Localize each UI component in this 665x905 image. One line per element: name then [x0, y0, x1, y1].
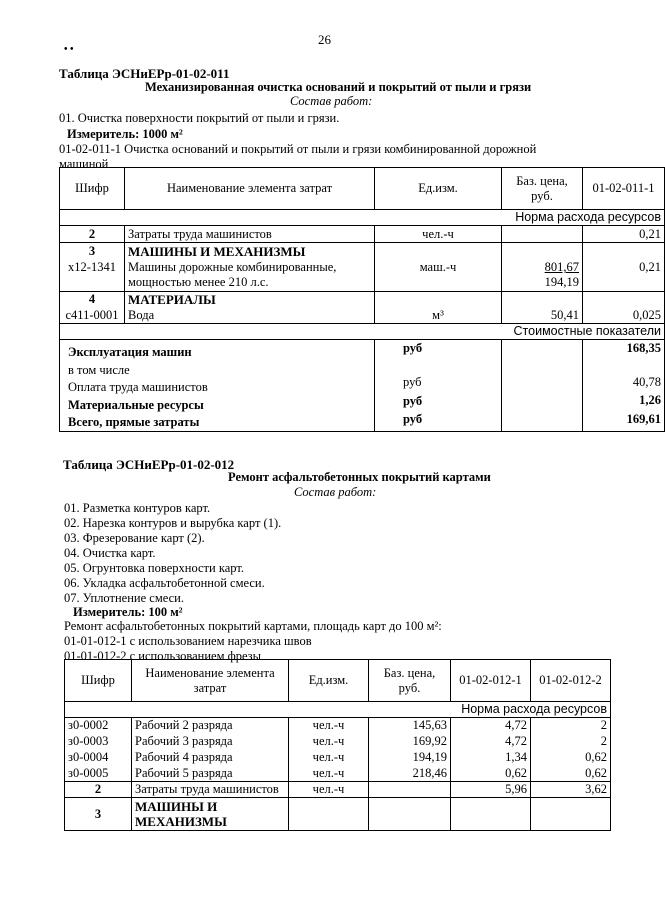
t1-cost-wages-unit: руб	[403, 374, 422, 389]
t1-work-label: Состав работ:	[290, 94, 373, 108]
t1-head-name: Наименование элемента затрат	[125, 168, 375, 210]
t1-r3a-name	[125, 260, 375, 292]
t2-desc-1: Ремонт асфальтобетонных покрытий картами, площадь карт до 100 м²:	[64, 619, 442, 633]
t2-r3-price	[369, 798, 451, 831]
t1-cost-materials: Материальные ресурсы	[68, 397, 204, 412]
t2-w1-name: Рабочий 2 разряда	[132, 718, 289, 734]
t2-desc-3: 01-01-012-2 с использованием фрезы	[64, 649, 261, 663]
t2-work-6: 06. Укладка асфальтобетонной смеси.	[64, 576, 265, 590]
t1-r3a-name-2: мощностью менее 210 л.с.	[128, 275, 269, 290]
t1-work-item: 01. Очистка поверхности покрытий от пыли и грязи.	[59, 111, 340, 125]
t2-head-col2: 01-02-012-2	[531, 660, 611, 702]
t2-work-7: 07. Уплотнение смеси.	[64, 591, 184, 605]
t2-meter: Измеритель: 100 м²	[73, 605, 183, 619]
t1-cost-materials-value: 1,26	[639, 392, 661, 407]
t2-r2-v2: 3,62	[531, 782, 611, 798]
t1-r4a-value: 0,025	[583, 308, 665, 324]
t2-r2-code: 2	[65, 782, 132, 798]
t2-w1-v1: 4,72	[451, 718, 531, 734]
t2-title: Ремонт асфальтобетонных покрытий картами	[228, 470, 491, 484]
t1-r2-code: 2	[60, 226, 125, 243]
t2-work-5: 05. Огрунтовка поверхности карт.	[64, 561, 244, 575]
t1-cost-names	[60, 339, 375, 431]
t1-table	[59, 167, 665, 432]
t2-w2-v2: 2	[531, 734, 611, 750]
t1-meter: Измеритель: 1000 м²	[67, 127, 183, 141]
t1-r4a-code: с411-0001	[60, 308, 125, 324]
t2-w1-price: 145,63	[369, 718, 451, 734]
t1-head-code: Шифр	[60, 168, 125, 210]
t2-head-code: Шифр	[65, 660, 132, 702]
t2-w1-unit: чел.-ч	[289, 718, 369, 734]
t2-work-label: Состав работ:	[294, 485, 377, 499]
t1-cost-wages: Оплата труда машинистов	[68, 379, 208, 394]
t1-desc-line1: 01-02-011-1 Очистка оснований и покрытий от пыли и грязи комбинированной дорожной	[59, 142, 537, 156]
t2-r3-name	[132, 798, 289, 831]
t2-heading: Таблица ЭСНиЕРр-01-02-012	[63, 457, 235, 472]
t1-cost-operation-value: 168,35	[626, 340, 661, 355]
t1-cost-wages-value: 40,78	[632, 374, 661, 389]
t2-w4-v1: 0,62	[451, 766, 531, 782]
t2-work-3: 03. Фрезерование карт (2).	[64, 531, 205, 545]
t2-r2-v1: 5,96	[451, 782, 531, 798]
t2-norm-label: Норма расхода ресурсов	[65, 702, 611, 718]
t2-r3-name-2: МЕХАНИЗМЫ	[135, 814, 227, 829]
t1-r4-unit	[375, 292, 502, 308]
t1-cost-units	[375, 339, 502, 431]
t1-r4a-name: Вода	[125, 308, 375, 324]
t2-w3-unit: чел.-ч	[289, 750, 369, 766]
t1-cost-operation: Эксплуатация машин	[68, 344, 192, 359]
page-number: 26	[318, 32, 331, 47]
t1-r3-price	[502, 243, 583, 260]
t1-head-col: 01-02-011-1	[583, 168, 665, 210]
t2-w3-price: 194,19	[369, 750, 451, 766]
t2-head-name-2: затрат	[193, 680, 227, 695]
t2-w4-unit: чел.-ч	[289, 766, 369, 782]
t1-r3-value	[583, 243, 665, 260]
t2-head-col1: 01-02-012-1	[451, 660, 531, 702]
t1-cost-total: Всего, прямые затраты	[68, 414, 200, 429]
t1-head-price-1: Баз. цена,	[516, 173, 568, 188]
t2-head-price-1: Баз. цена,	[383, 665, 436, 680]
t2-head-price	[369, 660, 451, 702]
t1-cost-including: в том числе	[68, 362, 130, 377]
t1-norm-label: Норма расхода ресурсов	[60, 210, 665, 226]
t1-r2-name: Затраты труда машинистов	[125, 226, 375, 243]
t1-heading: Таблица ЭСНиЕРр-01-02-011	[59, 66, 230, 81]
t2-r2-name: Затраты труда машинистов	[132, 782, 289, 798]
t1-r4-price	[502, 292, 583, 308]
t2-w3-v1: 1,34	[451, 750, 531, 766]
t2-w3-name: Рабочий 4 разряда	[132, 750, 289, 766]
t1-cost-values	[583, 339, 665, 431]
t2-w2-unit: чел.-ч	[289, 734, 369, 750]
t1-r4-value	[583, 292, 665, 308]
t1-cost-materials-unit: руб	[403, 393, 423, 408]
t2-w4-name: Рабочий 5 разряда	[132, 766, 289, 782]
t2-w1-v2: 2	[531, 718, 611, 734]
t2-work-1: 01. Разметка контуров карт.	[64, 501, 211, 515]
t2-w2-code: з0-0003	[65, 734, 132, 750]
t1-cost-price	[502, 339, 583, 431]
t1-r3a-name-1: Машины дорожные комбинированные,	[128, 260, 337, 275]
t2-head-name	[132, 660, 289, 702]
t1-r4a-price: 50,41	[502, 308, 583, 324]
t1-r3-unit	[375, 243, 502, 260]
t1-cost-operation-unit: руб	[403, 340, 423, 355]
dot-marks: • •	[64, 44, 74, 55]
t2-w3-code: з0-0004	[65, 750, 132, 766]
t2-w3-v2: 0,62	[531, 750, 611, 766]
t1-r3a-value: 0,21	[583, 260, 665, 292]
t2-desc-2: 01-01-012-1 с использованием нарезчика швов	[64, 634, 312, 648]
t2-r3-v1	[451, 798, 531, 831]
t2-table	[64, 659, 611, 831]
t2-r2-price	[369, 782, 451, 798]
t2-w2-price: 169,92	[369, 734, 451, 750]
t1-r3a-code: х12-1341	[60, 260, 125, 292]
t1-desc-line2: машиной	[59, 157, 109, 171]
t1-title: Механизированная очистка оснований и покрытий от пыли и грязи	[145, 80, 532, 94]
t2-work-2: 02. Нарезка контуров и вырубка карт (1).	[64, 516, 282, 530]
t2-r3-unit	[289, 798, 369, 831]
t2-r2-unit: чел.-ч	[289, 782, 369, 798]
t1-r3a-price-1: 801,67	[544, 260, 579, 275]
t2-w1-code: з0-0002	[65, 718, 132, 734]
t1-r4a-unit: м³	[375, 308, 502, 324]
t1-r3a-price-2: 194,19	[544, 275, 579, 290]
t1-r3a-price	[502, 260, 583, 292]
t2-r3-code: 3	[65, 798, 132, 831]
t1-head-price-2: руб.	[531, 188, 553, 203]
t1-head-price	[502, 168, 583, 210]
t1-r3a-unit: маш.-ч	[375, 260, 502, 292]
t2-w4-price: 218,46	[369, 766, 451, 782]
t2-r3-name-1: МАШИНЫ И	[135, 799, 218, 814]
t2-w2-name: Рабочий 3 разряда	[132, 734, 289, 750]
t2-w2-v1: 4,72	[451, 734, 531, 750]
t1-r3-name: МАШИНЫ И МЕХАНИЗМЫ	[125, 243, 375, 260]
t2-work-4: 04. Очистка карт.	[64, 546, 156, 560]
t1-r2-unit: чел.-ч	[375, 226, 502, 243]
t2-w4-code: з0-0005	[65, 766, 132, 782]
t1-cost-total-unit: руб	[403, 411, 423, 426]
t1-cost-total-value: 169,61	[626, 411, 661, 426]
t2-w4-v2: 0,62	[531, 766, 611, 782]
t1-r2-price	[502, 226, 583, 243]
t1-r2-value: 0,21	[583, 226, 665, 243]
t1-r4-code: 4	[60, 292, 125, 308]
t2-head-unit: Ед.изм.	[289, 660, 369, 702]
t1-r4-name: МАТЕРИАЛЫ	[125, 292, 375, 308]
t2-head-price-2: руб.	[398, 680, 421, 695]
t1-head-unit: Ед.изм.	[375, 168, 502, 210]
t2-r3-v2	[531, 798, 611, 831]
t1-r3-code: 3	[60, 243, 125, 260]
t1-cost-label: Стоимостные показатели	[60, 323, 665, 339]
t2-head-name-1: Наименование элемента	[145, 665, 275, 680]
